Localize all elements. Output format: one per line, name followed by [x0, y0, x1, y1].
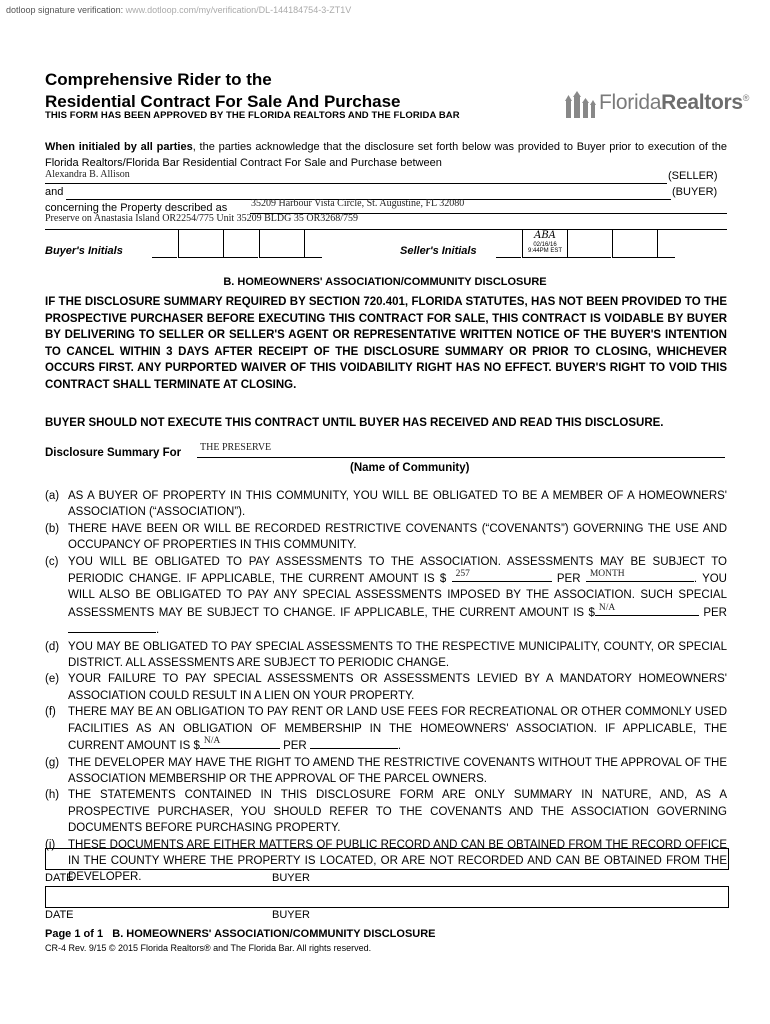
- property-legal-line[interactable]: [45, 213, 727, 230]
- item-f-per: PER: [283, 740, 307, 753]
- initials-dash: [657, 256, 675, 258]
- verification-banner: [6, 5, 351, 15]
- property-legal: Preserve on Anastasia Island OR2254/775 Unit 35209 BLDG 35 OR3268/759: [45, 213, 359, 224]
- fee-period-field[interactable]: [310, 737, 398, 749]
- footer-page: [45, 928, 436, 940]
- initials-dash: [567, 256, 611, 258]
- property-label: concerning the Property described as: [45, 202, 228, 214]
- item-text: THESE DOCUMENTS ARE EITHER MATTERS OF PUBLIC RECORD AND CAN BE OBTAINED FROM THE RECORD OFFICE IN THE COUNTY WHERE THE PROPERTY IS LOCATED, OR ARE NOT RECORDED AND CAN BE OBTAINED FROM THE DEVELOPER.: [68, 838, 727, 884]
- assessment-amount: 257: [455, 569, 470, 580]
- special-assessment-period-field[interactable]: [68, 621, 156, 633]
- item-text: THERE HAVE BEEN OR WILL BE RECORDED RESTRICTIVE COVENANTS (“COVENANTS”) GOVERNING THE USE AND OCCUPANCY OF PROPERTIES IN THIS COMMUNITY.: [68, 522, 727, 552]
- community-caption: (Name of Community): [350, 462, 470, 474]
- item-f-text-1: THERE MAY BE AN OBLIGATION TO PAY RENT OR LAND USE FEES FOR RECREATIONAL OR OTHER COMMONLY USED FACILITIES AS AN OBLIGATION OF MEMBERSHIP IN THE HOMEOWNERS' ASSOCIATION. IF APPLICABLE, THE CURRENT AMOUNT IS $: [68, 706, 727, 753]
- approval-subtitle: THIS FORM HAS BEEN APPROVED BY THE FLORIDA REALTORS AND THE FLORIDA BAR: [45, 110, 460, 121]
- list-item: [45, 704, 727, 754]
- logo-registered-mark: ®: [742, 93, 750, 103]
- buyer-notice: BUYER SHOULD NOT EXECUTE THIS CONTRACT UNTIL BUYER HAS RECEIVED AND READ THIS DISCLOSURE.: [45, 417, 664, 429]
- seller-initials-signature: ABA: [534, 230, 556, 241]
- seller-initials-time: 9:44PM EST: [527, 248, 562, 254]
- item-label: (c): [45, 555, 59, 568]
- section-heading: B. HOMEOWNERS' ASSOCIATION/COMMUNITY DISCLOSURE: [223, 276, 547, 288]
- page-number: Page 1 of 1: [45, 928, 104, 940]
- item-text: [68, 704, 727, 754]
- item-c-per-2: PER: [703, 606, 727, 619]
- seller-initials-date: 02/16/16: [533, 242, 557, 248]
- list-item: [45, 787, 727, 836]
- assessment-amount-field[interactable]: [452, 570, 552, 582]
- florida-realtors-logo: [563, 90, 750, 120]
- item-label: (b): [45, 522, 60, 535]
- seller-name: Alexandra B. Allison: [45, 169, 130, 180]
- community-name: THE PRESERVE: [200, 442, 272, 453]
- verification-link[interactable]: www.dotloop.com/my/verification/DL-144184754-3-ZT1V: [125, 5, 352, 15]
- disclosure-list: [45, 488, 727, 886]
- fee-amount: N/A: [203, 736, 221, 747]
- seller-initials-label: Seller's Initials: [400, 245, 477, 257]
- item-label: (g): [45, 756, 60, 769]
- list-item: [45, 755, 727, 788]
- logo-wordmark: [599, 91, 749, 115]
- initials-dash: [496, 256, 521, 258]
- item-label: (e): [45, 673, 60, 686]
- title-line-1: Comprehensive Rider to the: [45, 70, 272, 89]
- intro-paragraph: [45, 139, 727, 171]
- footer-copyright: CR-4 Rev. 9/15 © 2015 Florida Realtors® and The Florida Bar. All rights reserved.: [45, 943, 372, 953]
- footer-section: B. HOMEOWNERS' ASSOCIATION/COMMUNITY DISCLOSURE: [112, 928, 436, 940]
- date-label-1: DATE: [45, 872, 74, 884]
- list-item: [45, 671, 727, 704]
- intro-text: , the parties acknowledge that the disclosure set forth below was provided to Buyer prior to execution of the Florida Realtors/Florida Bar Residential Contract For Sale and Purchase between: [45, 141, 727, 169]
- voidability-warning: IF THE DISCLOSURE SUMMARY REQUIRED BY SECTION 720.401, FLORIDA STATUTES, HAS NOT BEEN PROVIDED TO THE PROSPECTIVE PURCHASER BEFORE EXECUTING THIS CONTRACT FOR SALE, THIS CONTRACT IS VOIDABLE BY BUYER BY DELIVERING TO SELLER OR SELLER'S AGENT OR REPRESENTATIVE WRITTEN NOTICE OF THE BUYER'S INTENTION TO CANCEL WITHIN 3 DAYS AFTER RECEIPT OF THE DISCLOSURE SUMMARY OR PRIOR TO CLOSING, WHICHEVER OCCURS FIRST. ANY PURPORTED WAIVER OF THIS VOIDABILITY RIGHT HAS NO EFFECT. BUYER'S RIGHT TO VOID THIS CONTRACT SHALL TERMINATE AT CLOSING.: [45, 296, 727, 391]
- signature-box-1[interactable]: [45, 848, 729, 870]
- logo-prefix: Florida: [599, 91, 662, 114]
- assessment-period-field[interactable]: [586, 570, 694, 582]
- page-title: [45, 69, 401, 113]
- buyer-initials-label: Buyer's Initials: [45, 245, 123, 257]
- assessment-period: MONTH: [589, 569, 625, 580]
- verification-label: dotloop signature verification:: [6, 5, 124, 15]
- special-assessment-amount-field[interactable]: [595, 604, 699, 616]
- seller-name-line[interactable]: [45, 170, 667, 184]
- date-label-2: DATE: [45, 909, 74, 921]
- seller-initials-box-1[interactable]: [522, 229, 568, 258]
- item-c-text-2: . YOU WILL ALSO BE OBLIGATED TO PAY ANY SPECIAL ASSESSMENTS IMPOSED BY THE ASSOCIATION. SUCH SPECIAL ASSESSMENTS MAY BE SUBJECT TO CHANGE. IF APPLICABLE, THE CURRENT AMOUNT IS $: [68, 573, 727, 619]
- list-item: [45, 639, 727, 672]
- item-label: (i): [45, 838, 56, 851]
- title-line-2: Residential Contract For Sale And Purchase: [45, 92, 401, 111]
- item-c-per: PER: [556, 573, 581, 586]
- item-label: (f): [45, 706, 56, 719]
- logo-brand: Realtors: [661, 91, 743, 114]
- item-c-period-mark: .: [156, 624, 160, 637]
- buyer-label-1: BUYER: [272, 872, 310, 884]
- list-item: [45, 521, 727, 554]
- buyer-label-2: BUYER: [272, 909, 310, 921]
- special-assessment-amount: N/A: [598, 602, 616, 613]
- signature-box-2[interactable]: [45, 886, 729, 908]
- item-text: THE DEVELOPER MAY HAVE THE RIGHT TO AMEND THE RESTRICTIVE COVENANTS WITHOUT THE APPROVAL OF THE ASSOCIATION MEMBERSHIP OR THE APPROVAL OF THE PARCEL OWNERS.: [68, 756, 727, 785]
- item-f-period-mark: .: [397, 740, 402, 753]
- initials-dash: [304, 256, 322, 258]
- item-text: AS A BUYER OF PROPERTY IN THIS COMMUNITY, YOU WILL BE OBLIGATED TO BE A MEMBER OF A HOMEOWNERS' ASSOCIATION (“ASSOCIATION”).: [68, 490, 727, 519]
- seller-label: (SELLER): [668, 170, 718, 182]
- intro-lead: When initialed by all parties: [45, 141, 193, 153]
- fee-amount-field[interactable]: [200, 737, 280, 749]
- property-address-line[interactable]: [250, 200, 727, 214]
- item-label: (a): [45, 490, 60, 502]
- item-text: [68, 554, 727, 639]
- and-label: and: [45, 186, 64, 198]
- item-label: (d): [45, 640, 60, 653]
- initials-dash: [223, 256, 258, 258]
- buyer-label: (BUYER): [672, 186, 718, 198]
- community-name-line[interactable]: [197, 444, 725, 458]
- buyer-initials-box-1[interactable]: [178, 229, 224, 258]
- item-text: YOU MAY BE OBLIGATED TO PAY SPECIAL ASSESSMENTS TO THE RESPECTIVE MUNICIPALITY, COUNTY, OR SPECIAL DISTRICT. ALL ASSESSMENTS ARE SUBJECT TO PERIODIC CHANGE.: [68, 640, 727, 670]
- item-text: YOUR FAILURE TO PAY SPECIAL ASSESSMENTS OR ASSESSMENTS LEVIED BY A MANDATORY HOMEOWNERS' ASSOCIATION COULD RESULT IN A LIEN ON YOUR PROPERTY.: [68, 673, 727, 702]
- disclosure-summary-label: Disclosure Summary For: [45, 447, 182, 459]
- seller-initials-box-2[interactable]: [612, 229, 658, 258]
- item-label: (h): [45, 789, 60, 802]
- list-item: [45, 554, 727, 639]
- houses-icon: [563, 90, 599, 120]
- item-c-text-1: YOU WILL BE OBLIGATED TO PAY ASSESSMENTS TO THE ASSOCIATION. ASSESSMENTS MAY BE SUBJECT TO PERIODIC CHANGE. IF APPLICABLE, THE CURRENT AMOUNT IS $: [68, 555, 727, 586]
- initials-dash: [152, 256, 177, 258]
- property-address: 35209 Harbour Vista Circle, St. Augustine, FL 32080: [251, 198, 465, 209]
- list-item: [45, 488, 727, 521]
- item-text: THE STATEMENTS CONTAINED IN THIS DISCLOSURE FORM ARE ONLY SUMMARY IN NATURE, AND, AS A PROSPECTIVE PURCHASER, YOU SHOULD REFER TO THE COVENANTS AND THE ASSOCIATION GOVERNING DOCUMENTS BEFORE PURCHASING PROPERTY.: [68, 789, 727, 835]
- buyer-initials-box-2[interactable]: [259, 229, 305, 258]
